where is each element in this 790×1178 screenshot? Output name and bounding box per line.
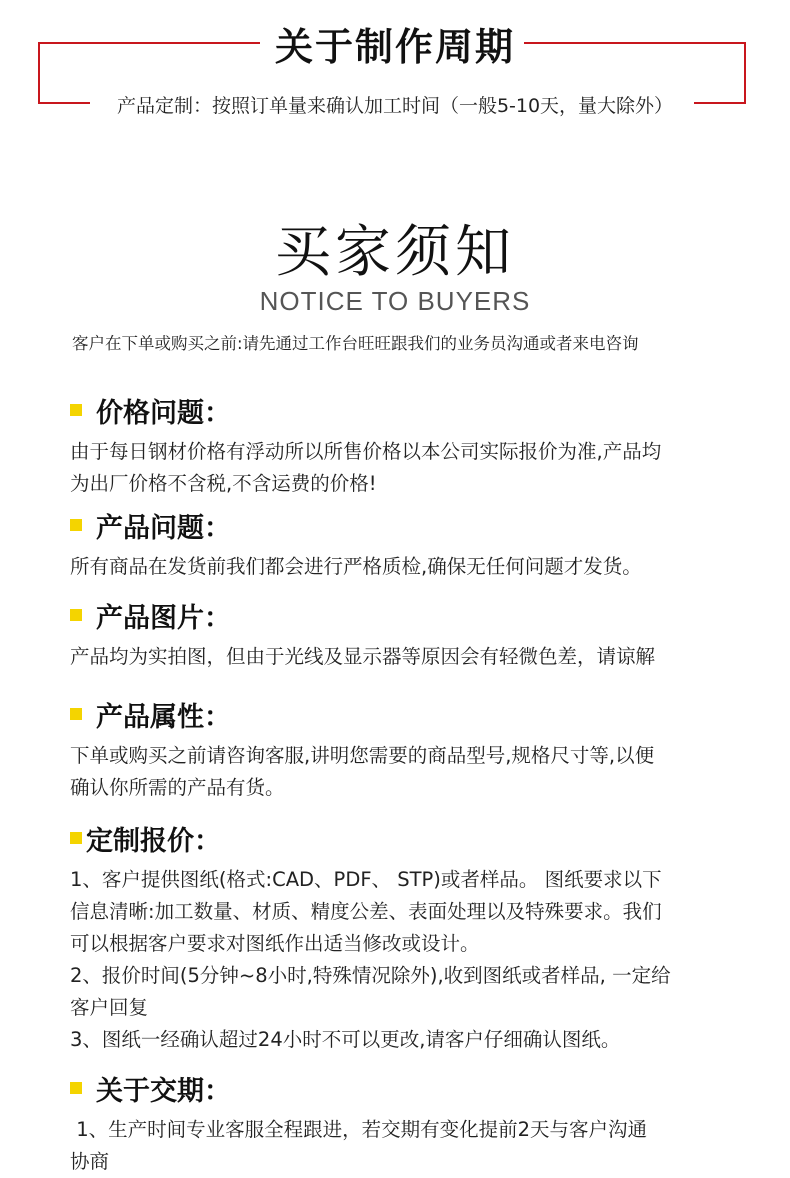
notice-title: 买家须知 bbox=[275, 220, 515, 285]
notice-intro: 客户在下单或购买之前:请先通过工作台旺旺跟我们的业务员沟通或者来电咨询 bbox=[72, 334, 639, 353]
section-product bbox=[70, 505, 730, 583]
section-delivery bbox=[70, 1068, 730, 1178]
section-line: 1、客户提供图纸(格式:CAD、PDF、 STP)或者样品。 图纸要求以下 bbox=[70, 868, 662, 891]
section-quote bbox=[70, 818, 730, 1056]
bullet-icon bbox=[70, 1082, 82, 1094]
section-title: 定制报价： bbox=[86, 825, 221, 857]
section-line: 所有商品在发货前我们都会进行严格质检,确保无任何问题才发货。 bbox=[70, 555, 642, 578]
section-title: 产品问题： bbox=[96, 512, 231, 544]
bullet-icon bbox=[70, 708, 82, 720]
bullet-icon bbox=[70, 832, 82, 844]
section-title: 产品属性： bbox=[96, 701, 231, 733]
bullet-icon bbox=[70, 404, 82, 416]
cycle-description: 产品定制：按照订单量来确认加工时间（一般5-10天，量大除外） bbox=[116, 95, 674, 117]
section-price bbox=[70, 390, 730, 500]
section-title: 价格问题： bbox=[96, 397, 231, 429]
section-line: 信息清晰:加工数量、材质、精度公差、表面处理以及特殊要求。我们 bbox=[70, 900, 662, 923]
section-attributes bbox=[70, 694, 730, 804]
section-line: 1、生产时间专业客服全程跟进，若交期有变化提前2天与客户沟通 bbox=[70, 1118, 648, 1141]
bullet-icon bbox=[70, 519, 82, 531]
bullet-icon bbox=[70, 609, 82, 621]
section-line: 下单或购买之前请咨询客服,讲明您需要的商品型号,规格尺寸等,以便 bbox=[70, 744, 655, 767]
section-title: 产品图片： bbox=[96, 602, 231, 634]
notice-subtitle: NOTICE TO BUYERS bbox=[259, 286, 531, 316]
section-line: 产品均为实拍图，但由于光线及显示器等原因会有轻微色差，请谅解 bbox=[70, 645, 656, 668]
section-images bbox=[70, 595, 730, 673]
section-line: 协商 bbox=[70, 1150, 110, 1173]
section-title: 关于交期： bbox=[96, 1075, 231, 1107]
section-line: 可以根据客户要求对图纸作出适当修改或设计。 bbox=[70, 932, 480, 955]
section-line: 2、报价时间(5分钟~8小时,特殊情况除外),收到图纸或者样品, 一定给 bbox=[70, 964, 671, 987]
section-line: 由于每日钢材价格有浮动所以所售价格以本公司实际报价为准,产品均 bbox=[70, 440, 662, 463]
cycle-title: 关于制作周期 bbox=[274, 25, 515, 69]
section-line: 为出厂价格不含税,不含运费的价格! bbox=[70, 472, 377, 495]
section-line: 客户回复 bbox=[70, 996, 149, 1019]
section-line: 3、图纸一经确认超过24小时不可以更改,请客户仔细确认图纸。 bbox=[70, 1028, 621, 1051]
section-line: 确认你所需的产品有货。 bbox=[70, 776, 285, 799]
